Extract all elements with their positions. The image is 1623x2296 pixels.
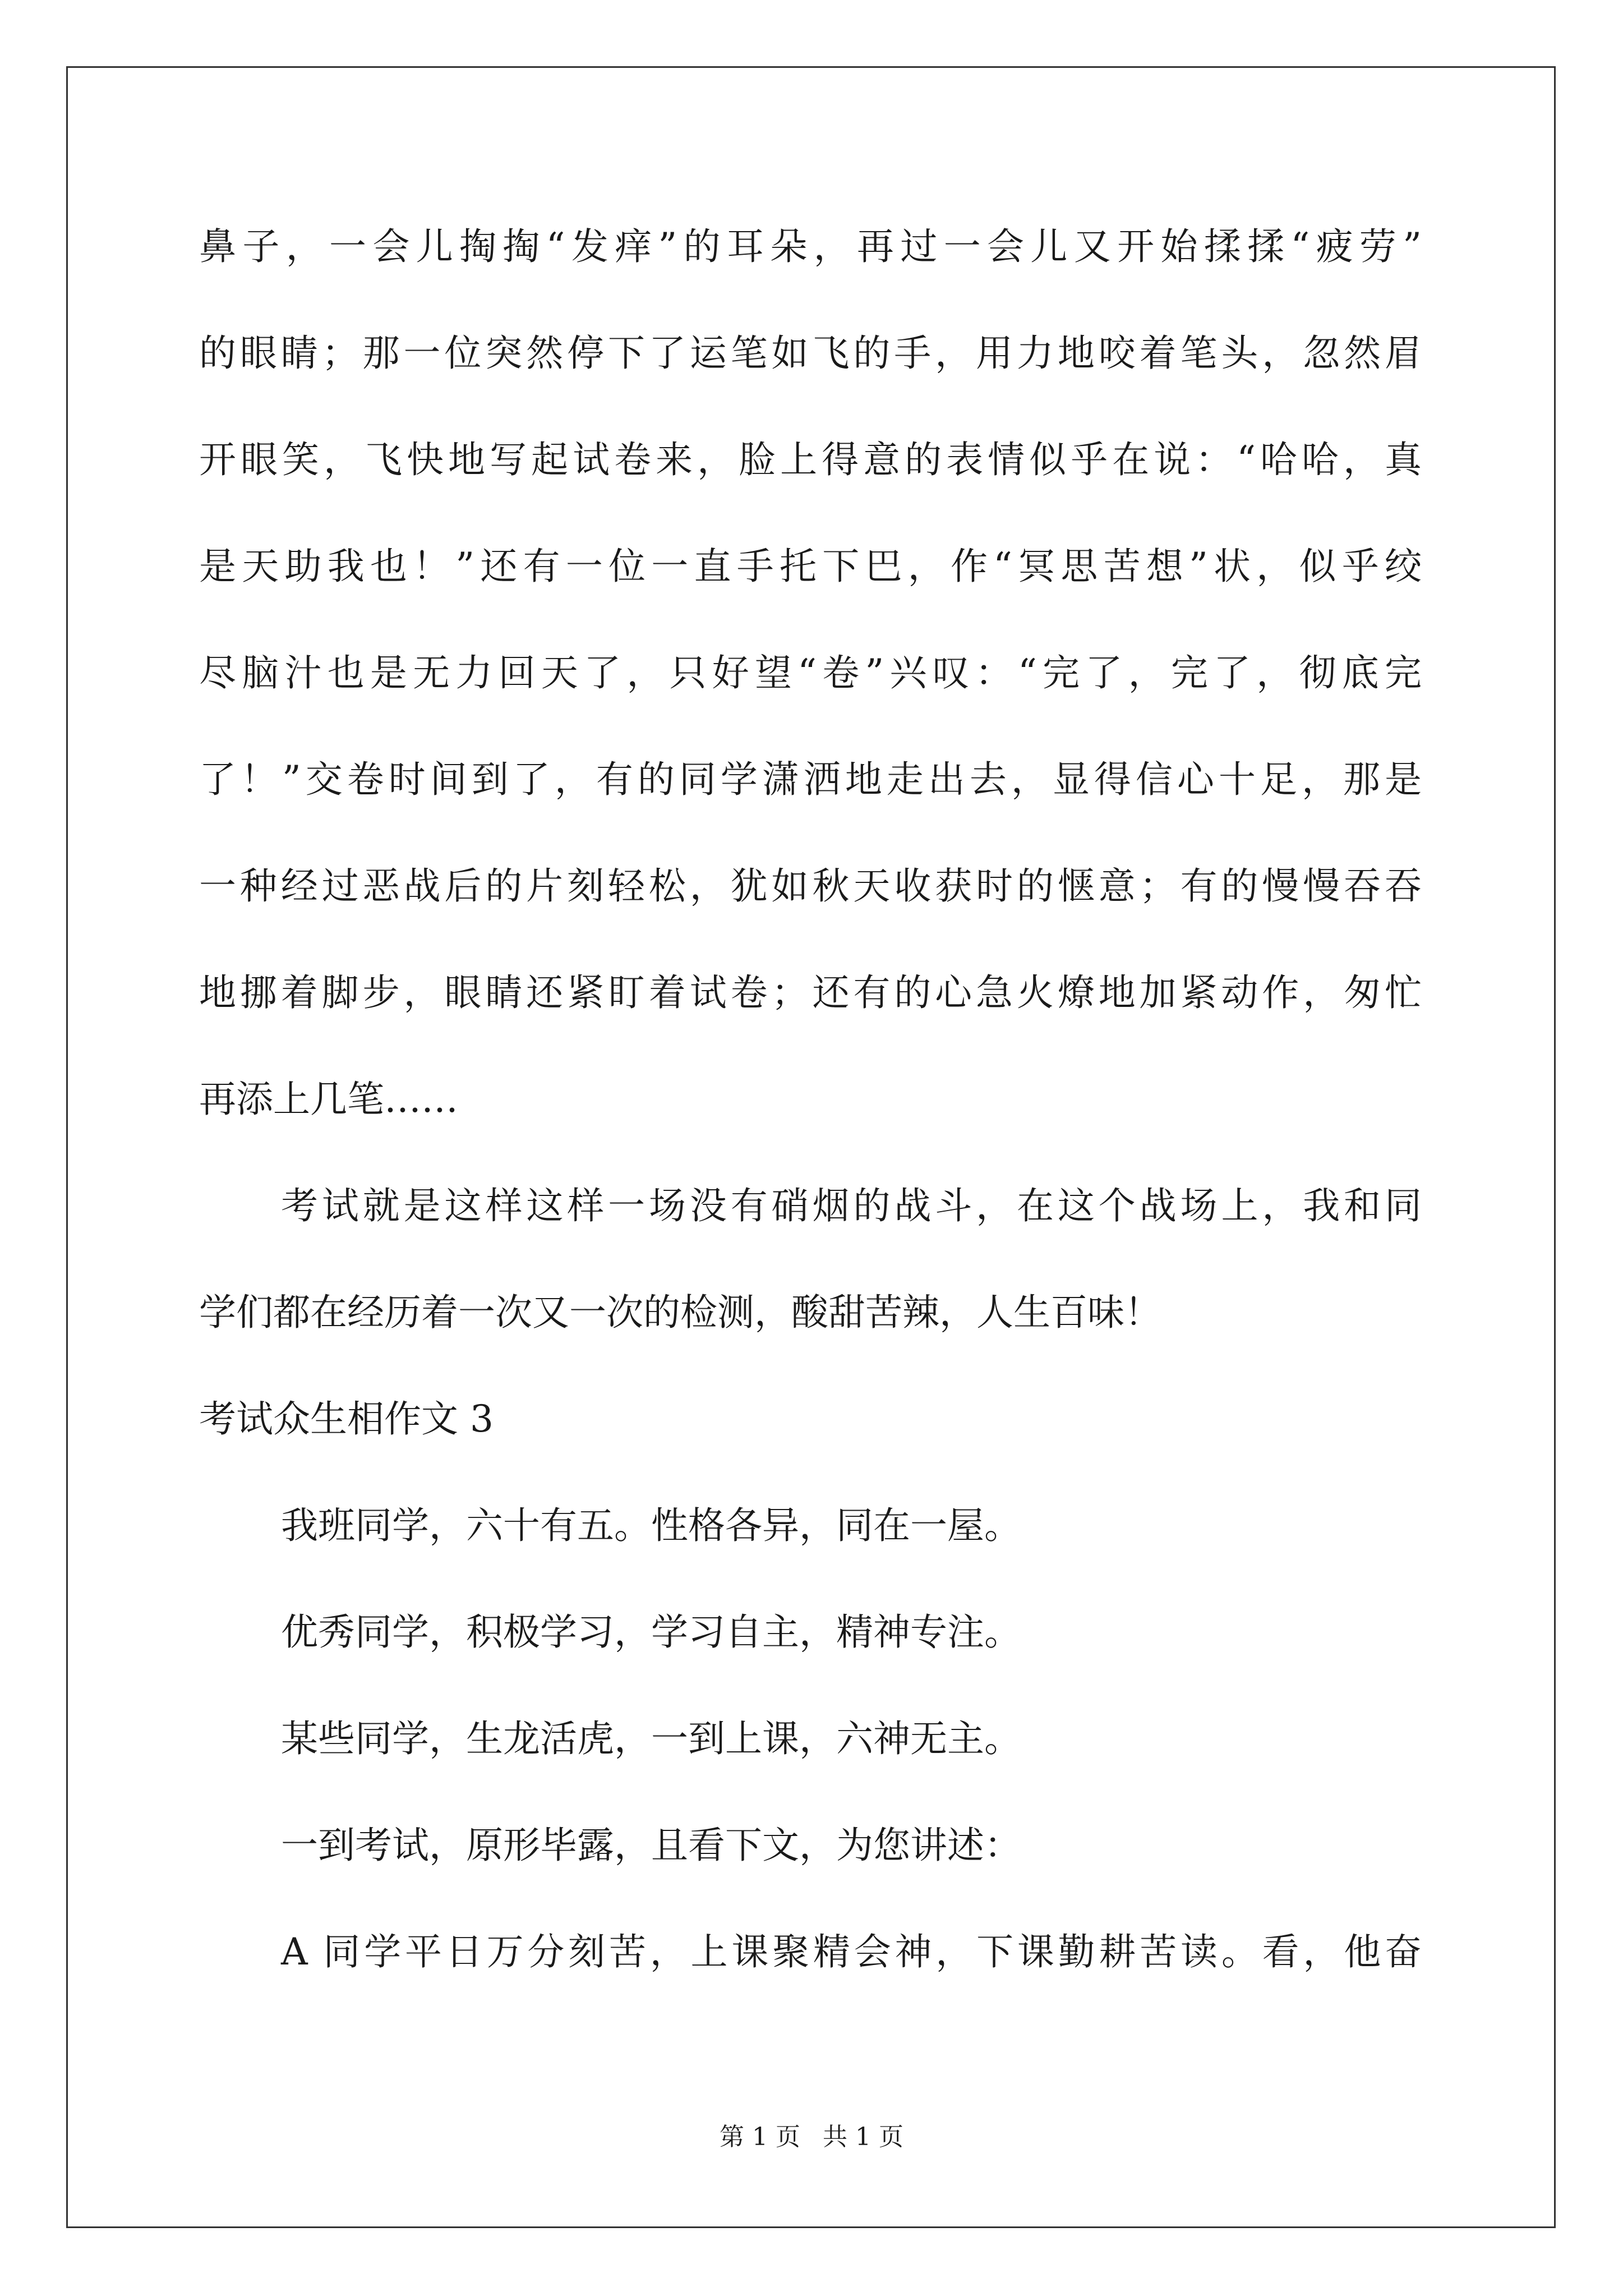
document-body	[199, 194, 1422, 2005]
text-line: 一种经过恶战后的片刻轻松，犹如秋天收获时的惬意；有的慢慢吞吞	[199, 864, 1422, 908]
text-line: 是天助我也！”还有一位一直手托下巴，作“冥思苦想”状，似乎绞	[199, 545, 1422, 588]
text-line: 鼻子，一会儿掏掏“发痒”的耳朵，再过一会儿又开始揉揉“疲劳”	[199, 225, 1422, 268]
page-footer	[0, 2120, 1623, 2154]
page-number: 第 1 页	[720, 2123, 800, 2151]
text-line: 的眼睛；那一位突然停下了运笔如飞的手，用力地咬着笔头，忽然眉	[199, 332, 1422, 375]
text-line: 再添上几笔……	[199, 1078, 458, 1121]
paragraph-first-line: 我班同学，六十有五。性格各异，同在一屋。	[281, 1504, 1021, 1547]
text-line: 学们都在经历着一次又一次的检测，酸甜苦辣，人生百味！	[199, 1291, 1161, 1334]
paragraph-first-line: 某些同学，生龙活虎，一到上课，六神无主。	[281, 1717, 1021, 1760]
paragraph-first-line: 考试就是这样这样一场没有硝烟的战斗，在这个战场上，我和同	[281, 1184, 1422, 1227]
text-line: 地挪着脚步，眼睛还紧盯着试卷；还有的心急火燎地加紧动作，匆忙	[199, 971, 1422, 1014]
paragraph-first-line: 一到考试，原形毕露，且看下文，为您讲述：	[281, 1824, 1021, 1867]
paragraph-first-line: 优秀同学，积极学习，学习自主，精神专注。	[281, 1611, 1021, 1654]
paragraph-first-line: A 同学平日万分刻苦，上课聚精会神，下课勤耕苦读。看，他奋	[281, 1930, 1422, 1973]
text-line: 开眼笑，飞快地写起试卷来，脸上得意的表情似乎在说：“哈哈，真	[199, 438, 1422, 481]
text-line: 了！”交卷时间到了，有的同学潇洒地走出去，显得信心十足，那是	[199, 758, 1422, 801]
page-total: 共 1 页	[823, 2123, 903, 2151]
text-line: 尽脑汁也是无力回天了，只好望“卷”兴叹：“完了，完了，彻底完	[199, 651, 1422, 694]
section-heading: 考试众生相作文 3	[199, 1397, 494, 1441]
